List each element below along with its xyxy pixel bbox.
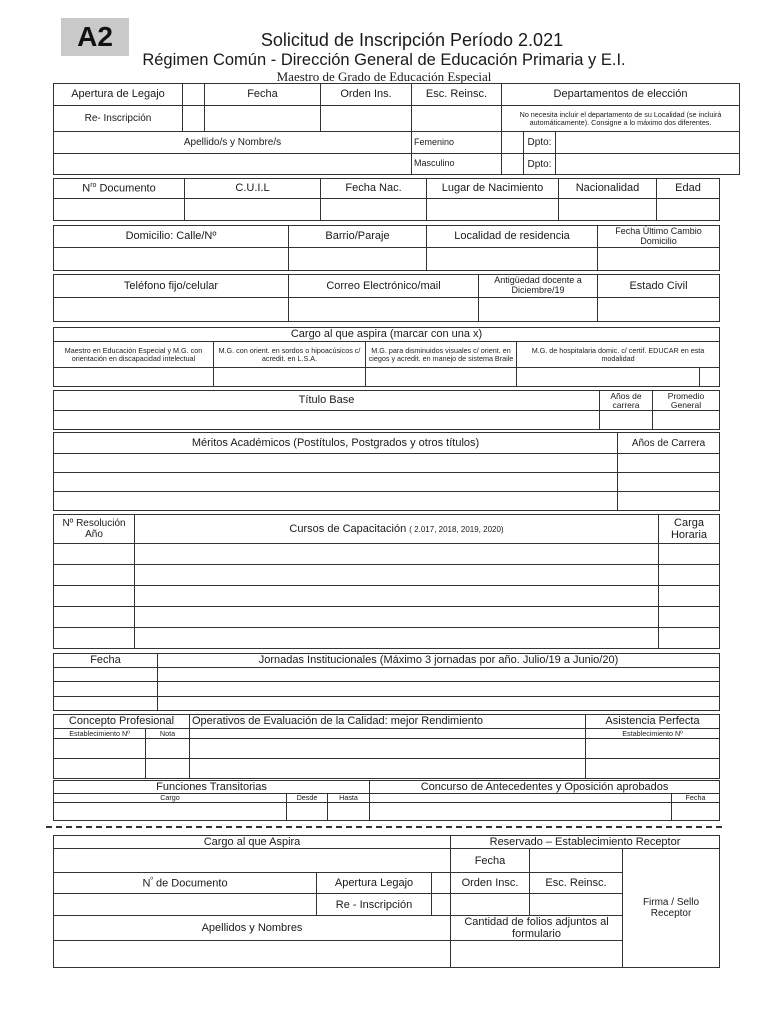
label-reservado: Reservado – Establecimiento Receptor [451, 836, 720, 849]
option-sordos[interactable]: M.G. con orient. en sordos o hipoacúsicos c/ acredit. en L.S.A. [214, 342, 366, 368]
checkbox-masculino[interactable] [502, 154, 524, 175]
input-curso[interactable] [135, 607, 659, 628]
input-resolucion[interactable] [54, 607, 135, 628]
input-carga[interactable] [659, 628, 720, 649]
label-edad: Edad [657, 179, 720, 199]
input-operativos[interactable] [190, 739, 586, 759]
section-funciones [53, 780, 720, 821]
input-anios-carrera[interactable] [600, 411, 653, 430]
input-merito[interactable] [54, 492, 618, 511]
label-concepto-nota: Nota [146, 729, 190, 739]
form-title: Solicitud de Inscripción Período 2.021 [260, 30, 564, 50]
label-receipt-apertura: Apertura Legajo [317, 873, 432, 894]
input-domicilio[interactable] [54, 248, 289, 271]
input-documento[interactable] [54, 199, 185, 221]
label-receipt-sup: º [150, 876, 153, 884]
input-fecha-nac[interactable] [321, 199, 427, 221]
input-receipt-cargo[interactable] [54, 849, 451, 873]
label-carga-horaria: Carga Horaria [659, 515, 720, 544]
input-concurso[interactable] [370, 794, 672, 803]
label-receipt-cargo: Cargo al que Aspira [54, 836, 451, 849]
input-estado-civil[interactable] [598, 298, 720, 322]
input-cuil[interactable] [185, 199, 321, 221]
input-concurso-fecha[interactable] [672, 803, 720, 821]
input-jornada-fecha[interactable] [54, 682, 158, 697]
input-concepto-est[interactable] [54, 759, 146, 779]
form-role: Maestro de Grado de Educación Especial [276, 69, 492, 84]
label-departamentos: Departamentos de elección [502, 84, 740, 106]
option-visuales[interactable]: M.G. para disminuidos visuales c/ orient. en ciegos y acredit. en manejo de sistema Braile [366, 342, 517, 368]
label-operativos: Operativos de Evaluación de la Calidad: mejor Rendimiento [190, 715, 586, 729]
checkbox-reinscripcion[interactable] [183, 106, 205, 132]
label-fecha: Fecha [205, 84, 321, 106]
label-anios-carrera: Años de carrera [600, 391, 653, 411]
mark-sordos[interactable] [214, 368, 366, 387]
section-meritos [53, 432, 720, 511]
checkbox-apertura[interactable] [183, 84, 205, 106]
input-antiguedad[interactable] [479, 298, 598, 322]
input-curso[interactable] [135, 628, 659, 649]
label-apertura-legajo: Apertura de Legajo [54, 84, 183, 106]
label-funciones: Funciones Transitorias [54, 781, 370, 794]
label-receipt-apellidos: Apellidos y Nombres [54, 916, 451, 941]
mark-maestro-especial[interactable] [54, 368, 214, 387]
label-esc-reinsc: Esc. Reinsc. [412, 84, 502, 106]
input-barrio[interactable] [289, 248, 427, 271]
checkbox-receipt-apertura[interactable] [432, 873, 451, 894]
label-receipt-esc: Esc. Reinsc. [530, 873, 623, 894]
input-receipt-esc[interactable] [530, 894, 623, 916]
label-fecha-nac: Fecha Nac. [321, 179, 427, 199]
label-desde: Desde [287, 794, 328, 803]
section-titulo [53, 390, 720, 430]
input-lugar-nacimiento[interactable] [427, 199, 559, 221]
label-jornadas-fecha: Fecha [54, 654, 158, 668]
checkbox-femenino[interactable] [502, 132, 524, 154]
option-hospitalaria[interactable]: M.G. de hospitalaria domic. c/ certif. EDUCAR en esta modalidad [517, 342, 720, 368]
input-merito[interactable] [54, 454, 618, 473]
label-cursos-title: Cursos de Capacitación [289, 522, 407, 535]
input-merito[interactable] [54, 473, 618, 492]
label-nacionalidad: Nacionalidad [559, 179, 657, 199]
input-curso[interactable] [135, 565, 659, 586]
input-concepto-nota[interactable] [146, 739, 190, 759]
label-meritos-anios: Años de Carrera [618, 433, 720, 454]
input-edad[interactable] [657, 199, 720, 221]
label-receipt-fecha: Fecha [451, 849, 530, 873]
input-receipt-orden[interactable] [451, 894, 530, 916]
input-resolucion[interactable] [54, 565, 135, 586]
input-merito-anios[interactable] [618, 454, 720, 473]
input-resolucion[interactable] [54, 628, 135, 649]
label-resolucion: Nº Resolución Año [54, 515, 135, 544]
label-dpto-2: Dpto: [524, 154, 556, 175]
label-orden-ins: Orden Ins. [321, 84, 412, 106]
label-receipt-doc: de Documento [156, 877, 228, 890]
label-cambio-domicilio: Fecha Último Cambio Domicilio [598, 226, 720, 248]
label-lugar-nacimiento: Lugar de Nacimiento [427, 179, 559, 199]
label-concurso-fecha: Fecha [672, 794, 720, 803]
label-promedio: Promedio General [653, 391, 720, 411]
cut-line [46, 826, 722, 828]
input-correo[interactable] [289, 298, 479, 322]
input-cargo[interactable] [54, 803, 287, 821]
mark-visuales[interactable] [366, 368, 517, 387]
input-merito-anios[interactable] [618, 473, 720, 492]
input-receipt-fecha[interactable] [530, 849, 623, 873]
label-antiguedad: Antigüedad docente a Diciembre/19 [479, 275, 598, 298]
option-maestro-especial[interactable]: Maestro en Educación Especial y M.G. con orientación en discapacidad intelectual [54, 342, 214, 368]
input-carga[interactable] [659, 586, 720, 607]
form-code-badge: A2 [61, 18, 129, 56]
label-documento: Documento [99, 182, 156, 195]
input-concepto-nota[interactable] [146, 759, 190, 779]
input-promedio[interactable] [653, 411, 720, 430]
label-dpto-1: Dpto: [524, 132, 556, 154]
label-jornadas: Jornadas Institucionales (Máximo 3 jornadas por año. Julio/19 a Junio/20) [158, 654, 720, 668]
input-concepto-est[interactable] [54, 739, 146, 759]
input-hasta[interactable] [328, 803, 370, 821]
input-carga[interactable] [659, 565, 720, 586]
input-merito-anios[interactable] [618, 492, 720, 511]
input-dpto-2[interactable] [556, 154, 740, 175]
section-cargo [53, 327, 720, 387]
input-apellido-nombre[interactable] [54, 154, 412, 175]
input-telefono[interactable] [54, 298, 289, 322]
section-jornadas [53, 653, 720, 711]
input-concurso[interactable] [370, 803, 672, 821]
input-titulo-base[interactable] [54, 411, 600, 430]
section-concepto [53, 714, 720, 779]
label-titulo-base: Título Base [54, 391, 600, 411]
label-asistencia: Asistencia Perfecta [586, 715, 720, 729]
label-estado-civil: Estado Civil [598, 275, 720, 298]
label-firma-sello: Firma / Sello Receptor [623, 849, 720, 968]
label-meritos: Méritos Académicos (Postítulos, Postgrados y otros títulos) [54, 433, 618, 454]
input-resolucion[interactable] [54, 544, 135, 565]
mark-hospitalaria[interactable] [517, 368, 700, 387]
label-receipt-orden: Orden Insc. [451, 873, 530, 894]
label-nro-documento: $N^{ro}$ Documento [54, 179, 185, 199]
section-cursos [53, 514, 720, 649]
input-folios[interactable] [451, 941, 623, 968]
label-telefono: Teléfono fijo/celular [54, 275, 289, 298]
label-femenino: Femenino [412, 132, 502, 154]
input-carga[interactable] [659, 607, 720, 628]
label-cargo-aspira: Cargo al que aspira (marcar con una x) [54, 328, 720, 342]
input-operativos[interactable] [190, 729, 586, 739]
label-correo: Correo Electrónico/mail [289, 275, 479, 298]
section-receipt [53, 835, 720, 968]
input-esc-reinsc[interactable] [412, 106, 502, 132]
input-curso[interactable] [135, 544, 659, 565]
label-cursos [135, 515, 659, 544]
input-fecha[interactable] [205, 106, 321, 132]
section-registration [53, 83, 740, 175]
form-subtitle: Régimen Común - Dirección General de Educación Primaria y E.I. [142, 51, 626, 69]
input-jornada-fecha[interactable] [54, 697, 158, 711]
input-nacionalidad[interactable] [559, 199, 657, 221]
label-hasta: Hasta [328, 794, 370, 803]
label-domicilio: Domicilio: Calle/Nº [54, 226, 289, 248]
label-folios: Cantidad de folios adjuntos al formulario [451, 916, 623, 941]
checkbox-receipt-reinsc[interactable] [432, 894, 451, 916]
label-concepto: Concepto Profesional [54, 715, 190, 729]
input-receipt-apellidos[interactable] [54, 941, 451, 968]
input-cambio-domicilio[interactable] [598, 248, 720, 271]
label-cuil: C.U.I.L [185, 179, 321, 199]
input-jornada[interactable] [158, 682, 720, 697]
input-receipt-documento[interactable] [54, 894, 317, 916]
label-receipt-documento [54, 873, 317, 894]
label-barrio: Barrio/Paraje [289, 226, 427, 248]
label-receipt-reinsc: Re - Inscripción [317, 894, 432, 916]
input-asistencia[interactable] [586, 759, 720, 779]
mark-extra[interactable] [700, 368, 720, 387]
input-operativos[interactable] [190, 759, 586, 779]
input-carga[interactable] [659, 544, 720, 565]
input-curso[interactable] [135, 586, 659, 607]
label-reinscripcion: Re- Inscripción [54, 106, 183, 132]
departamentos-note: No necesita incluir el departamento de su Localidad (se incluirá automáticamente). Consigne a lo máximo dos diferentes. [502, 106, 740, 132]
input-asistencia[interactable] [586, 739, 720, 759]
label-receipt-n: N [142, 877, 151, 890]
input-dpto-1[interactable] [556, 132, 740, 154]
label-cursos-years: ( 2.017, 2018, 2019, 2020) [409, 524, 504, 534]
section-address [53, 225, 720, 271]
input-orden[interactable] [321, 106, 412, 132]
label-cargo: Cargo [54, 794, 287, 803]
label-localidad: Localidad de residencia [427, 226, 598, 248]
input-jornada[interactable] [158, 697, 720, 711]
input-desde[interactable] [287, 803, 328, 821]
label-asistencia-establecimiento: Establecimiento Nº [586, 729, 720, 739]
input-localidad[interactable] [427, 248, 598, 271]
label-apellido-nombre: Apellido/s y Nombre/s [54, 132, 412, 154]
label-concurso: Concurso de Antecedentes y Oposición aprobados [370, 781, 720, 794]
input-resolucion[interactable] [54, 586, 135, 607]
label-masculino: Masculino [412, 154, 502, 175]
section-identity [53, 178, 720, 221]
input-jornada-fecha[interactable] [54, 668, 158, 682]
label-concepto-establecimiento: Establecimiento Nº [54, 729, 146, 739]
input-jornada[interactable] [158, 668, 720, 682]
section-contact [53, 274, 720, 322]
label-nro-sup: ro [90, 182, 97, 190]
